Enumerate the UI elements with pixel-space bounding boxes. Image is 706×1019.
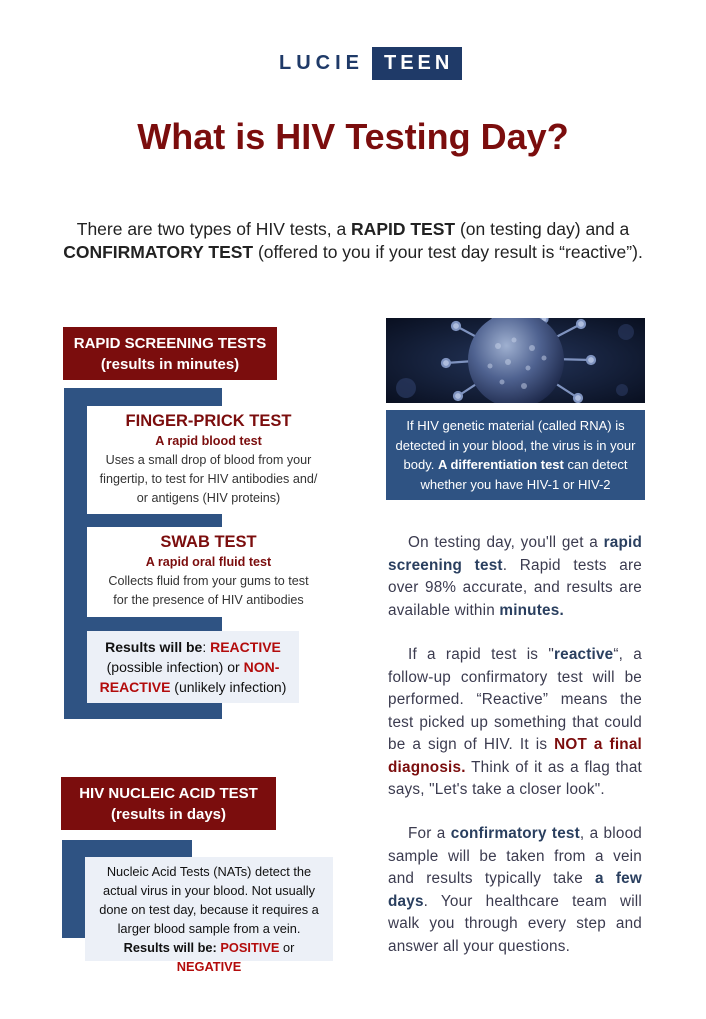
result-suffix: (unlikely infection): [170, 679, 287, 695]
rna-differentiation-test: A differentiation test: [437, 457, 564, 472]
result-reactive: REACTIVE: [210, 639, 281, 655]
p1-text-1: On testing day, you'll get a: [408, 534, 604, 551]
p2-text-1: If a rapid test is ": [408, 646, 554, 663]
nat-or: or: [279, 940, 295, 955]
rna-text-2: can detect whether you have HIV-1 or HIV-2: [420, 457, 628, 492]
intro-text-2: (on testing day) and a: [455, 219, 630, 239]
hiv-virus-image: [386, 318, 645, 403]
nat-header: [61, 777, 276, 830]
paragraph-reactive: [388, 644, 642, 802]
p2-text-3: Think of it as a flag that says, "Let's take a closer look".: [388, 758, 642, 798]
nat-body: Nucleic Acid Tests (NATs) detect the actual virus in your blood. Not usually done on test day, because it requires a larger blood sample from a vein.: [99, 864, 319, 936]
nat-header-line1: HIV NUCLEIC ACID TEST: [79, 784, 258, 802]
result-prefix: Results will be: [105, 639, 203, 655]
p2-reactive: reactive: [553, 646, 614, 663]
p1-text-2: . Rapid tests are over 98% accurate, and results are available within: [388, 556, 642, 619]
p3-text-2: , a blood sample will be taken from a vein and results typically take: [388, 825, 642, 887]
logo-teen-text: TEEN: [372, 47, 462, 80]
p1-rapid-screening: rapid screening test: [388, 534, 642, 574]
intro-text-1: There are two types of HIV tests, a: [76, 219, 352, 239]
nat-negative: NEGATIVE: [176, 959, 242, 974]
intro-rapid-test: RAPID TEST: [351, 219, 456, 239]
result-mid: (possible infection) or: [106, 659, 244, 675]
swab-subtitle: A rapid oral fluid test: [145, 555, 272, 569]
intro-paragraph: [60, 218, 646, 264]
p2-text-2: “, a follow-up confirmatory test will be performed. “Reactive” means the test picked up something that could be a sign of HIV. It is: [388, 646, 643, 753]
p1-minutes: minutes.: [499, 601, 564, 619]
p3-confirmatory-test: confirmatory test: [450, 825, 580, 842]
rna-text-1: If HIV genetic material (called RNA) is detected in your blood, the virus is in your body.: [395, 418, 636, 472]
p3-text-1: For a: [408, 825, 451, 842]
rna-info-box: [386, 410, 645, 500]
swab-title: SWAB TEST: [160, 533, 257, 551]
rapid-header-line2: (results in minutes): [100, 355, 240, 373]
rapid-header-line1: RAPID SCREENING TESTS: [73, 334, 267, 352]
paragraph-rapid: [388, 532, 642, 622]
swab-card: [87, 527, 330, 617]
virus-illustration-svg: [386, 318, 645, 403]
finger-prick-body: Uses a small drop of blood from your fingertip, to test for HIV antibodies and/ or antigens (HIV proteins): [99, 453, 318, 505]
rapid-screening-header: [63, 327, 277, 380]
rapid-result-box: [87, 631, 299, 703]
intro-text-3: (offered to you if your test day result is “reactive”).: [253, 242, 643, 262]
nat-card: [85, 857, 333, 974]
lucie-teen-logo: [279, 47, 462, 80]
finger-prick-card: [87, 406, 330, 514]
page-title: What is HIV Testing Day?: [137, 116, 569, 157]
nat-positive: POSITIVE: [220, 940, 280, 955]
swab-body: Collects fluid from your gums to test for the presence of HIV antibodies: [108, 574, 309, 607]
nat-header-line2: (results in days): [110, 805, 227, 823]
paragraph-confirmatory: [388, 823, 642, 958]
p3-few-days: a few days: [388, 870, 642, 910]
p2-not-final-diagnosis: NOT a final diagnosis.: [388, 736, 642, 776]
finger-prick-title: FINGER-PRICK TEST: [125, 412, 292, 430]
intro-confirmatory-test: CONFIRMATORY TEST: [63, 242, 254, 262]
nat-result-prefix: Results will be:: [123, 940, 221, 955]
result-nonreactive: NON-REACTIVE: [99, 659, 280, 695]
logo-lucie-text: LUCIE: [279, 52, 364, 74]
p3-text-3: . Your healthcare team will walk you through every step and answer all your questions.: [388, 892, 642, 955]
finger-prick-subtitle: A rapid blood test: [155, 434, 262, 448]
result-colon: :: [202, 639, 211, 655]
